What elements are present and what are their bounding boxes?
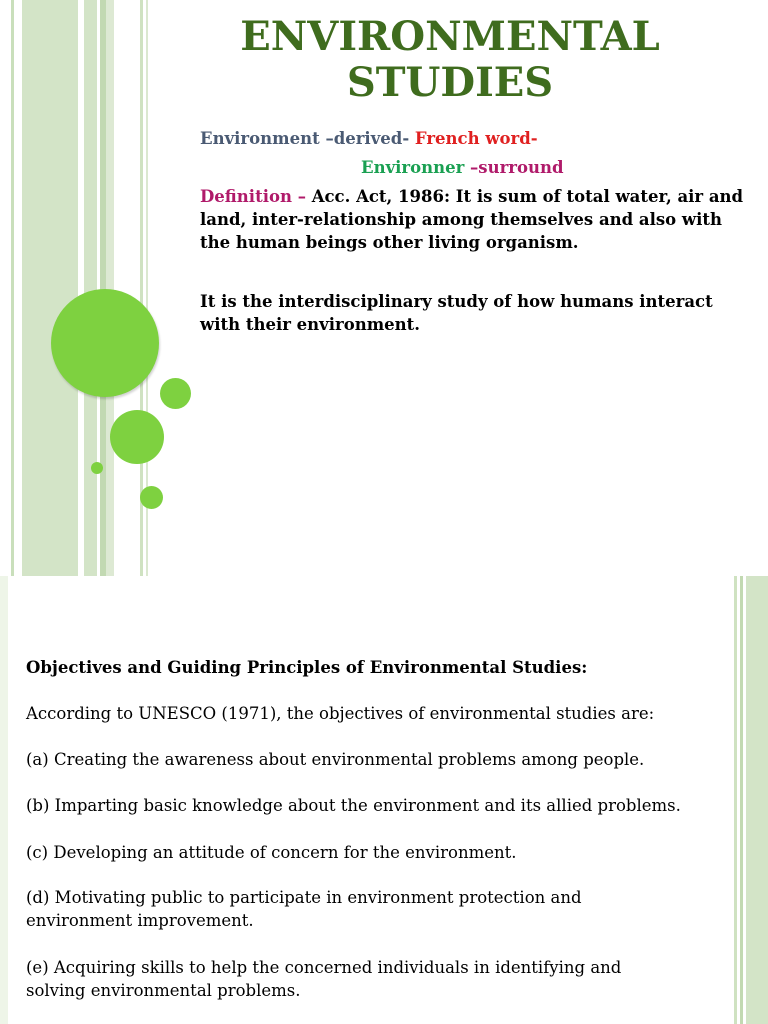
objective-item: (d) Motivating public to participate in environment protection and environment improvement.: [26, 888, 582, 930]
decorative-circle: [91, 462, 103, 474]
stripe: [22, 0, 78, 576]
stripe: [740, 576, 743, 1024]
stripe: [106, 0, 114, 576]
environner-word: Environner: [361, 158, 465, 177]
definition-text: Acc. Act, 1986: It is sum of total water, air and land, inter-relationship among themselves and also with the human beings other living organism.: [200, 187, 744, 252]
definition-label: Definition –: [200, 187, 306, 206]
stripe: [746, 576, 768, 1024]
slide-title: [190, 14, 710, 106]
stripe: [734, 576, 737, 1024]
objective-item: (e) Acquiring skills to help the concerned individuals in identifying and solving environmental problems.: [26, 958, 622, 1000]
decorative-circle: [140, 486, 163, 509]
environment-word: Environment: [200, 129, 320, 148]
trailing-dash: -: [530, 129, 538, 148]
stripe: [84, 0, 97, 576]
title-line-1: ENVIRONMENTAL: [240, 13, 660, 60]
objectives-intro: According to UNESCO (1971), the objectives of environmental studies are:: [26, 704, 655, 723]
title-line-2: STUDIES: [346, 59, 554, 106]
root-word-line: [361, 156, 741, 179]
surround-meaning: –surround: [464, 158, 564, 177]
french-word: French word: [414, 129, 531, 148]
objective-item: (c) Developing an attitude of concern for the environment.: [26, 843, 517, 862]
objective-item: (b) Imparting basic knowledge about the environment and its allied problems.: [26, 796, 681, 815]
derived-text: –derived-: [319, 129, 415, 148]
definition-paragraph: [200, 185, 745, 254]
objectives-heading: Objectives and Guiding Principles of Environmental Studies:: [26, 658, 588, 677]
stripe: [0, 0, 11, 576]
stripe: [0, 576, 8, 1024]
interdisciplinary-paragraph: It is the interdisciplinary study of how humans interact with their environment.: [200, 292, 713, 334]
slide-2: [0, 576, 768, 1024]
objective-item: (a) Creating the awareness about environmental problems among people.: [26, 750, 645, 769]
decorative-circle-large: [51, 289, 159, 397]
decorative-circle: [110, 410, 164, 464]
derivation-line: [200, 127, 745, 150]
stripe: [11, 0, 14, 576]
decorative-circle: [160, 378, 191, 409]
